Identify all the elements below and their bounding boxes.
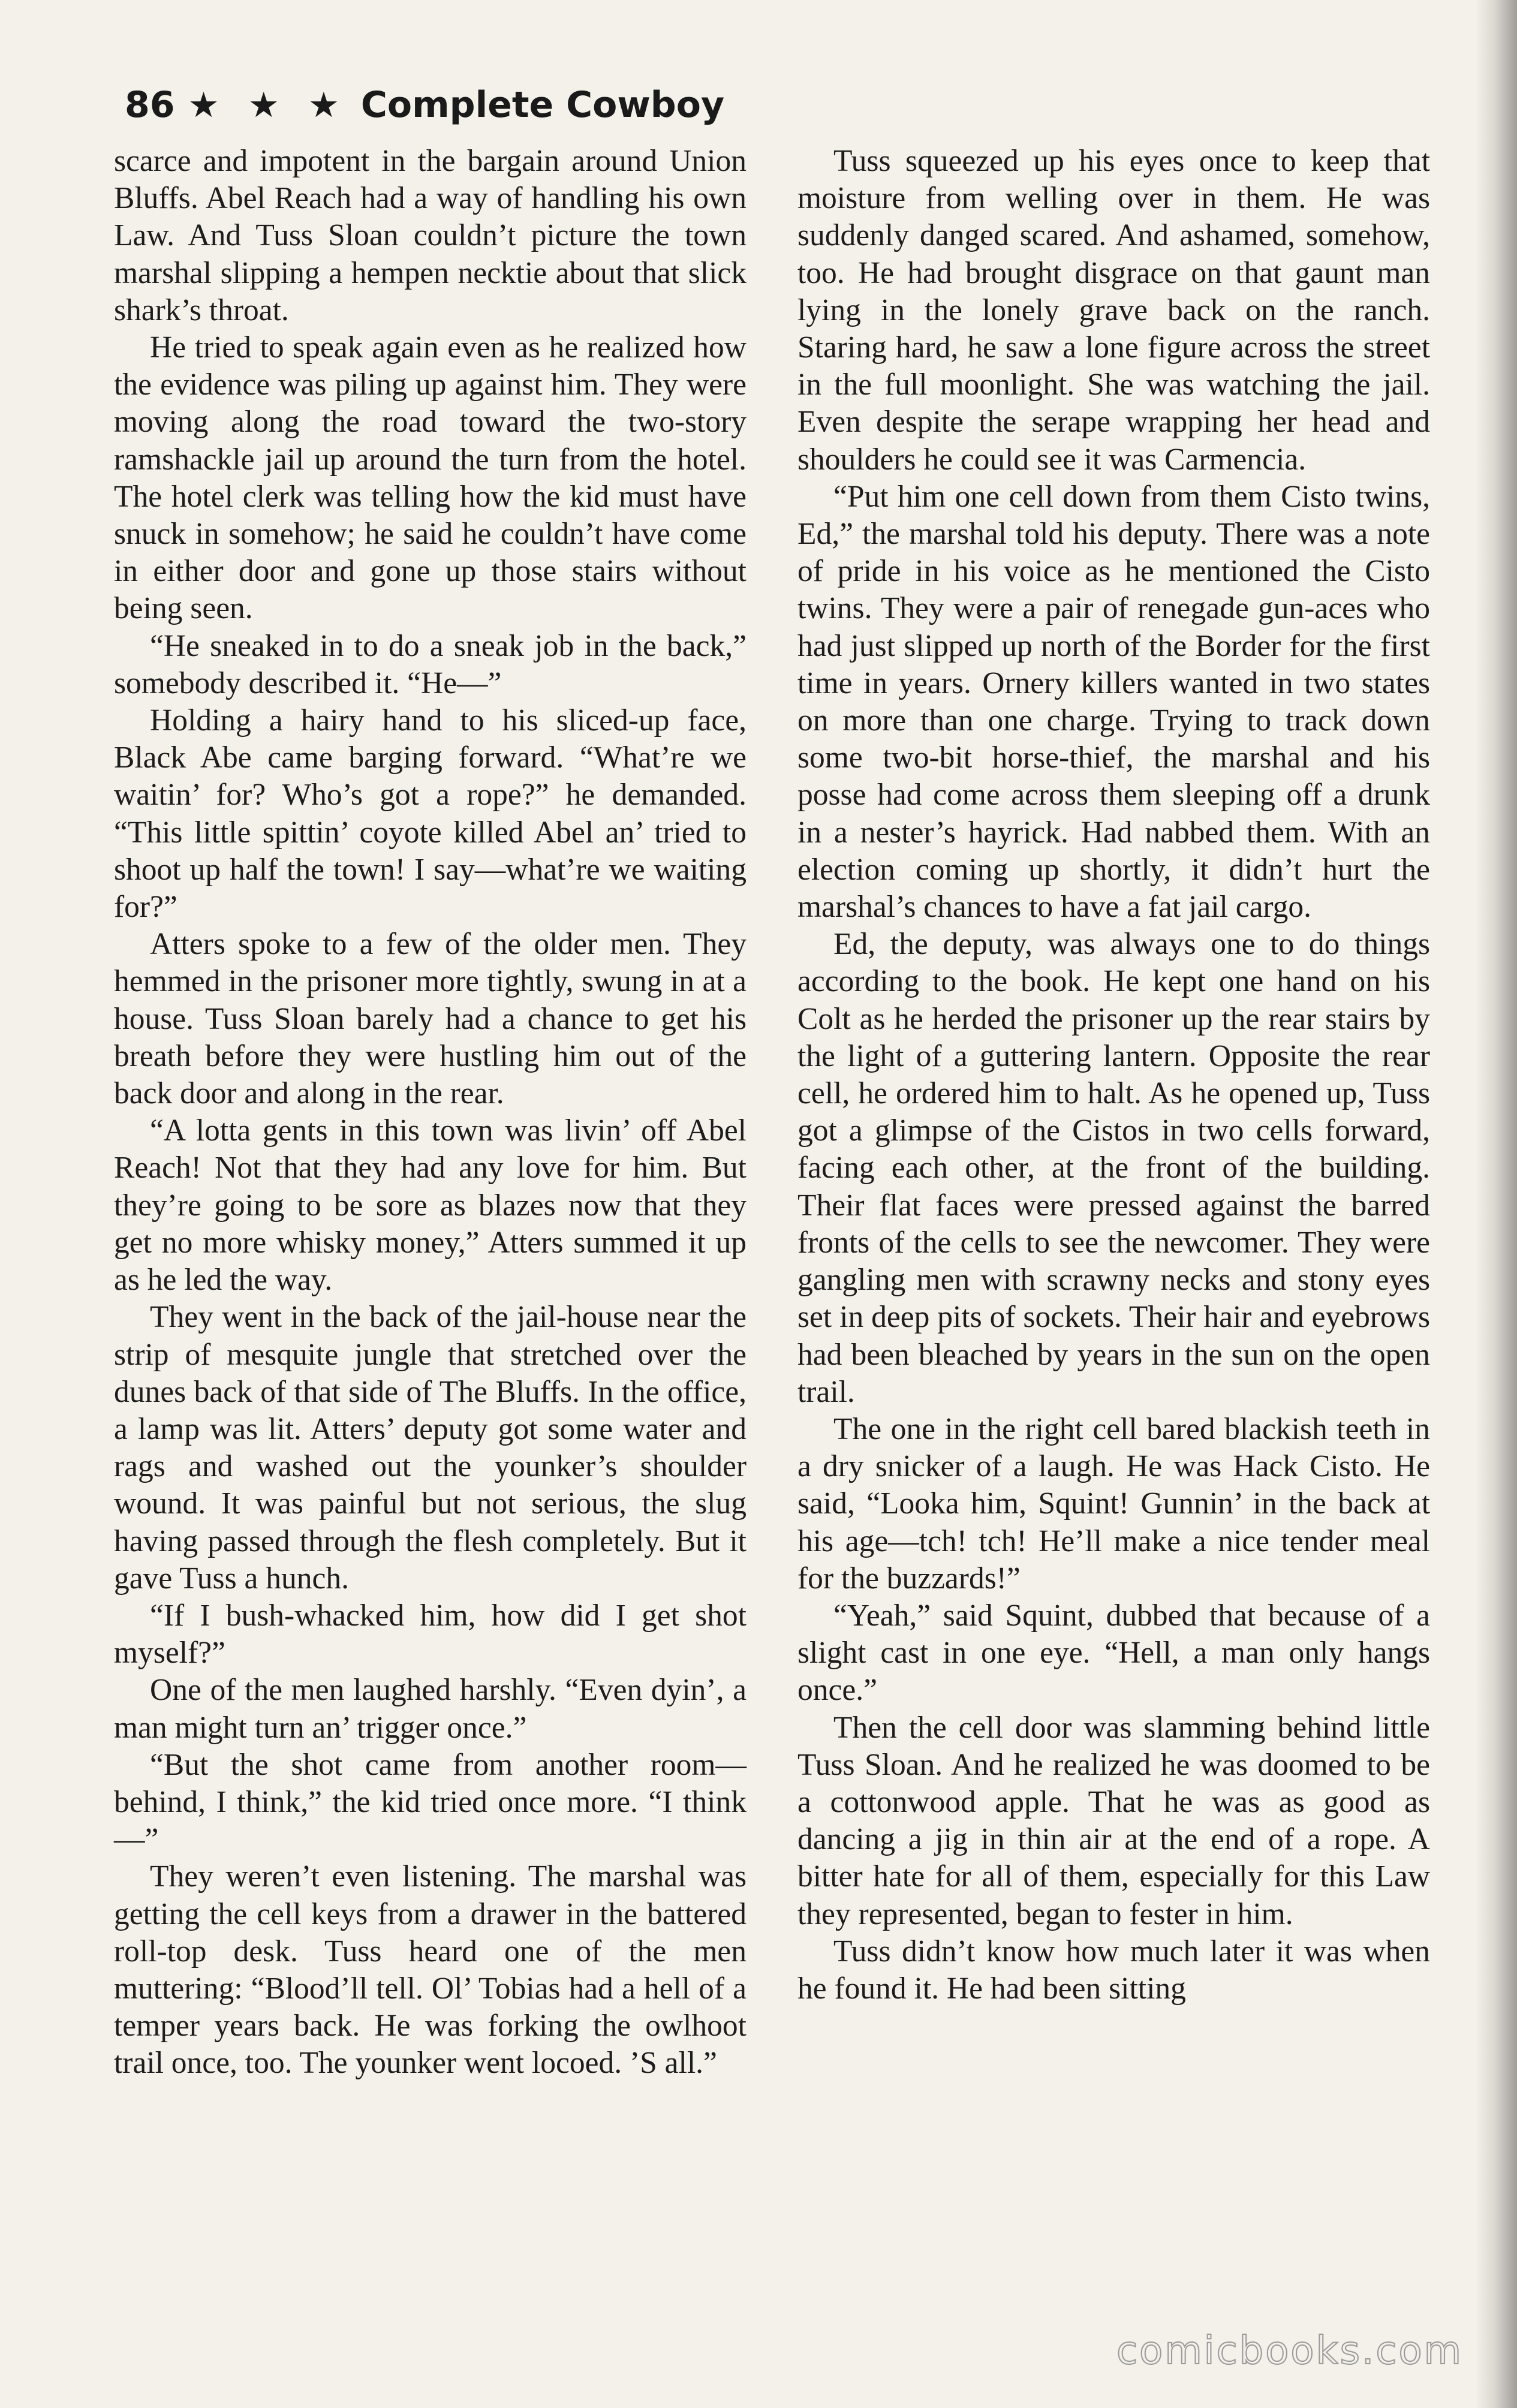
paragraph: Then the cell door was slamming behind little Tuss Sloan. And he realized he was doomed to be a cottonwood apple. That he was as good as dancing a jig in thin air at the end of a rope. A bitter hate for all of them, especially for this Law they represented, began to fester in him.: [797, 1710, 1430, 1931]
magazine-title: Complete Cowboy: [360, 84, 725, 126]
paragraph: Tuss squeezed up his eyes once to keep that moisture from welling over in them. He was suddenly danged scared. And ashamed, somehow, too. He had brought disgrace on that gaunt man lying in the lonely grave back on the ranch. Staring hard, he saw a lone figure across the street in the full moonlight. She was watching the jail. Even despite the serape wrapping her head and shoulders he could see it was Carmencia.: [797, 144, 1430, 477]
paragraph: “Yeah,” said Squint, dubbed that because of a slight cast in one eye. “Hell, a man only hangs once.”: [797, 1598, 1430, 1708]
paragraph: “A lotta gents in this town was livin’ off Abel Reach! Not that they had any love for him. But they’re going to be sore as blazes now that they get no more whisky money,” Atters summed it up as he led the way.: [114, 1113, 747, 1298]
site-watermark: comicbooks.com: [1116, 2329, 1463, 2373]
page-header: [125, 84, 724, 126]
paragraph: One of the men laughed harshly. “Even dyin’, a man might turn an’ trigger once.”: [114, 1673, 747, 1745]
paragraph: They weren’t even listening. The marshal was getting the cell keys from a drawer in the battered roll-top desk. Tuss heard one of the men muttering: “Blood’ll tell. Ol’ Tobias had a hell of a temper years back. He was forking the owlhoot trail once, too. The younker went locoed. ’S all.”: [114, 1859, 747, 2081]
paragraph: “But the shot came from another room—behind, I think,” the kid tried once more. “I think—”: [114, 1747, 747, 1857]
right-text-column: [797, 143, 1430, 2007]
page-edge-shadow: [1475, 0, 1517, 2408]
star-ornament-icon: ★ ★ ★: [188, 85, 348, 125]
paragraph: Atters spoke to a few of the older men. They hemmed in the prisoner more tightly, swung in at a house. Tuss Sloan barely had a chance to get his breath before they were hustling him out of the back door and along in the rear.: [114, 927, 747, 1111]
paragraph: “If I bush-whacked him, how did I get shot myself?”: [114, 1598, 747, 1670]
paragraph: He tried to speak again even as he realized how the evidence was piling up against him. They were moving along the road toward the two-story ramshackle jail up around the turn from the hotel. The hotel clerk was telling how the kid must have snuck in somehow; he said he couldn’t have come in either door and gone up those stairs without being seen.: [114, 330, 747, 626]
paragraph: They went in the back of the jail-house near the strip of mesquite jungle that stretched over the dunes back of that side of The Bluffs. In the office, a lamp was lit. Atters’ deputy got some water and rags and washed out the younker’s shoulder wound. It was painful but not serious, the slug having passed through the flesh completely. But it gave Tuss a hunch.: [114, 1300, 747, 1596]
paragraph: Holding a hairy hand to his sliced-up face, Black Abe came barging forward. “What’re we waitin’ for? Who’s got a rope?” he demanded. “This little spittin’ coyote killed Abel an’ tried to shoot up half the town! I say—what’re we waiting for?”: [114, 703, 747, 925]
paragraph: Ed, the deputy, was always one to do things according to the book. He kept one hand on his Colt as he herded the prisoner up the rear stairs by the light of a guttering lantern. Opposite the rear cell, he ordered him to halt. As he opened up, Tuss got a glimpse of the Cistos in two cells forward, facing each other, at the front of the building. Their flat faces were pressed against the barred fronts of the cells to see the newcomer. They were gangling men with scrawny necks and stony eyes set in deep pits of sockets. Their hair and eyebrows had been bleached by years in the sun on the open trail.: [797, 927, 1430, 1409]
paragraph: scarce and impotent in the bargain around Union Bluffs. Abel Reach had a way of handling his own Law. And Tuss Sloan couldn’t picture the town marshal slipping a hempen necktie about that slick shark’s throat.: [114, 144, 747, 327]
left-text-column: [114, 143, 747, 2082]
paragraph: “He sneaked in to do a sneak job in the back,” somebody described it. “He—”: [114, 628, 747, 700]
page-number: 86: [125, 84, 175, 126]
paragraph: The one in the right cell bared blackish teeth in a dry snicker of a laugh. He was Hack Cisto. He said, “Looka him, Squint! Gunnin’ in the back at his age—tch! tch! He’ll make a nice tender meal for the buzzards!”: [797, 1411, 1430, 1596]
paragraph: Tuss didn’t know how much later it was when he found it. He had been sitting: [797, 1934, 1430, 2006]
paragraph: “Put him one cell down from them Cisto twins, Ed,” the marshal told his deputy. There was a note of pride in his voice as he mentioned the Cisto twins. They were a pair of renegade gun-aces who had just slipped up north of the Border for the first time in years. Ornery killers wanted in two states on more than one charge. Trying to track down some two-bit horse-thief, the marshal and his posse had come across them sleeping off a drunk in a nester’s hayrick. Had nabbed them. With an election coming up shortly, it didn’t hurt the marshal’s chances to have a fat jail cargo.: [797, 479, 1430, 925]
